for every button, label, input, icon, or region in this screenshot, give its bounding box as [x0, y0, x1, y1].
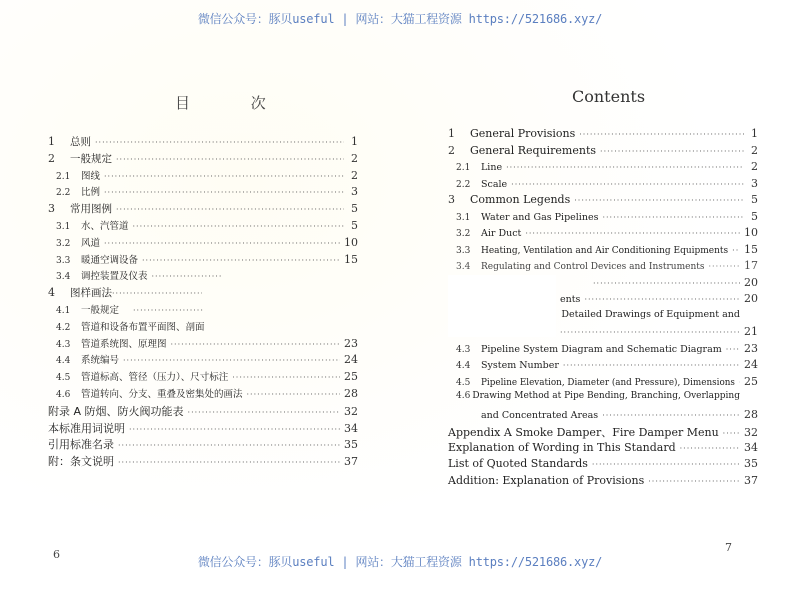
toc-entry[interactable]: Addition: Explanation of Provisions ····· 37 [448, 474, 758, 491]
leader-dots [232, 373, 340, 382]
toc-entry[interactable]: 3.3 暖通空调设备 ····· 15 [48, 252, 358, 269]
leader-dots [574, 196, 744, 205]
watermark-top: 微信公众号：豚贝useful | 网站：大猫工程资源 https://521686.xyz/ [197, 12, 603, 26]
leader-dots [709, 262, 741, 271]
leader-dots [112, 289, 202, 298]
toc-entry[interactable]: Detailed Drawings of Equipment and [561, 308, 740, 320]
leader-dots [116, 205, 344, 214]
leader-dots [188, 408, 340, 417]
toc-entry[interactable]: 4.3 Pipeline System Diagram and Schematic Diagram ····· 23 [448, 342, 758, 359]
leader-dots [104, 172, 344, 181]
toc-entry[interactable]: 2.2 Scale ····· 3 [448, 177, 758, 194]
leader-dots [584, 295, 740, 304]
toc-entry[interactable]: 3.1 Water and Gas Pipelines ····· 5 [448, 210, 758, 227]
leader-dots [116, 155, 344, 164]
leader-dots [142, 256, 340, 265]
leader-dots [726, 345, 740, 354]
toc-entry[interactable]: 4.5 管道标高、管径（压力）、尺寸标注 ····· 25 [48, 369, 358, 386]
leader-dots [129, 425, 340, 434]
leader-dots [133, 306, 203, 315]
toc-entry[interactable]: 本标准用词说明 ····· 34 [48, 420, 358, 437]
toc-entry[interactable]: 4.2 管道和设备布置平面图、剖面 [56, 321, 205, 333]
toc-entry[interactable]: 3 Common Legends ····· 5 [448, 193, 758, 210]
leader-dots [511, 180, 744, 189]
leader-dots [739, 378, 740, 387]
toc-entry[interactable]: 附录 A 防烟、防火阀功能表 ····· 32 [48, 403, 358, 420]
toc-entry[interactable]: 2 一般规定 ····· 2 [48, 151, 358, 168]
toc-entry[interactable]: 2.1 图线 ····· 2 [48, 168, 358, 185]
watermark-bottom: 微信公众号：豚贝useful | 网站：大猫工程资源 https://521686.xyz/ [197, 555, 603, 569]
page-number-left: 6 [53, 548, 60, 561]
toc-entry[interactable]: 4.6 Drawing Method at Pipe Bending, Branching, Overlapping [456, 391, 740, 401]
toc-entry[interactable]: ····· 20 [448, 276, 758, 293]
toc-entry[interactable]: 引用标准名录 ····· 35 [48, 436, 358, 453]
leader-dots [118, 458, 340, 467]
leader-dots [525, 229, 740, 238]
toc-entry[interactable]: 2 General Requirements ····· 2 [448, 144, 758, 161]
toc-entry[interactable]: 2.1 Line ····· 2 [448, 160, 758, 177]
toc-chinese [48, 134, 358, 470]
toc-entry[interactable]: 3.2 风道 ····· 10 [48, 235, 358, 252]
leader-dots [133, 222, 344, 231]
leader-dots [104, 239, 340, 248]
toc-entry[interactable]: 3.4 调控装置及仪表 ····· [48, 268, 358, 285]
toc-entry[interactable]: ····· 21 [448, 325, 758, 342]
leader-dots [592, 460, 740, 469]
leader-dots [648, 477, 740, 486]
toc-entry[interactable]: 3.3 Heating, Ventilation and Air Conditioning Equipments ····· 15 [448, 243, 758, 260]
leader-dots [171, 340, 340, 349]
toc-entry[interactable]: 1 总则 ····· 1 [48, 134, 358, 151]
page-title-en: Contents [572, 87, 646, 106]
page-title-cn: 目 次 [175, 94, 294, 112]
leader-dots [602, 411, 740, 420]
leader-dots [600, 147, 744, 156]
leader-dots [579, 130, 744, 139]
toc-entry[interactable]: Appendix A Smoke Damper、Fire Damper Menu ····· 32 [448, 424, 758, 441]
toc-entry[interactable]: 1 General Provisions ····· 1 [448, 127, 758, 144]
toc-entry[interactable]: 4.1 一般规定 ····· [48, 302, 358, 319]
toc-entry[interactable]: 3.2 Air Duct ····· 10 [448, 226, 758, 243]
leader-dots [123, 356, 340, 365]
leader-dots [563, 361, 740, 370]
leader-dots [95, 138, 344, 147]
toc-entry[interactable]: 4.4 系统编号 ····· 24 [48, 352, 358, 369]
toc-entry[interactable]: Explanation of Wording in This Standard ····· 34 [448, 441, 758, 458]
leader-dots [723, 429, 740, 438]
toc-entry[interactable]: 附：条文说明 ····· 37 [48, 453, 358, 470]
leader-dots [247, 390, 340, 399]
occluded-region [448, 275, 556, 337]
toc-entry[interactable]: 3 常用图例 ····· 5 [48, 201, 358, 218]
toc-entry[interactable]: 4 图样画法 ····· [48, 285, 358, 302]
toc-entry[interactable]: List of Quoted Standards ····· 35 [448, 457, 758, 474]
leader-dots [602, 213, 744, 222]
toc-entry[interactable]: 3.1 水、汽管道 ····· 5 [48, 218, 358, 235]
leader-dots [560, 328, 740, 337]
toc-entry[interactable]: ents ····· 20 [448, 292, 758, 309]
toc-entry[interactable]: 2.2 比例 ····· 3 [48, 184, 358, 201]
leader-dots [152, 272, 222, 281]
right-page [400, 0, 800, 597]
toc-entry[interactable]: 4.5 Pipeline Elevation, Diameter (and Pressure), Dimensions ····· 25 [448, 375, 758, 392]
page-number-right: 7 [725, 541, 732, 554]
toc-entry[interactable]: 4.6 管道转向、分支、重叠及密集处的画法 ····· 28 [48, 386, 358, 403]
toc-entry[interactable]: 4.3 管道系统图、原理图 ····· 23 [48, 336, 358, 353]
toc-entry[interactable]: 3.4 Regulating and Control Devices and Instruments ····· 17 [448, 259, 758, 276]
leader-dots [118, 441, 340, 450]
leader-dots [593, 279, 740, 288]
leader-dots [506, 163, 744, 172]
toc-entry[interactable]: 4.4 System Number ····· 24 [448, 358, 758, 375]
leader-dots [732, 246, 740, 255]
leader-dots [680, 444, 740, 453]
leader-dots [104, 188, 344, 197]
toc-entry[interactable]: and Concentrated Areas ····· 28 [448, 408, 758, 425]
